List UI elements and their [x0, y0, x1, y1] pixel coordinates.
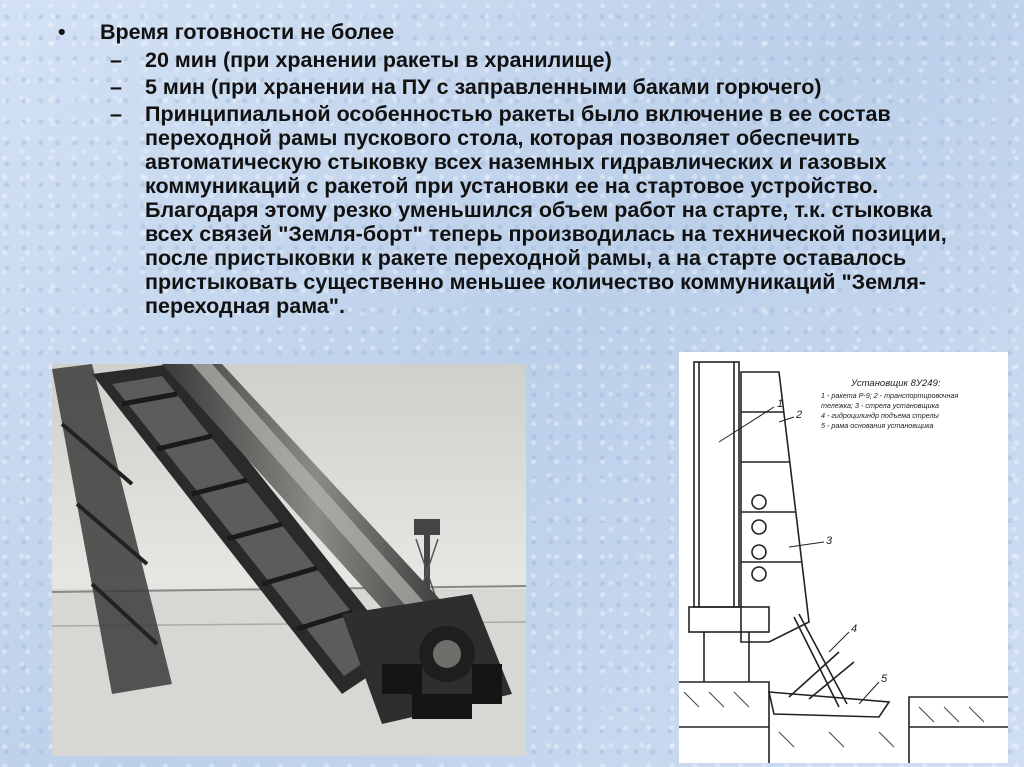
legend-line: 1 - ракета Р-9; 2 - транспортировочная [821, 391, 959, 400]
sub-item-text: 20 мин (при хранении ракеты в хранилище) [145, 48, 612, 72]
sub-item-launcher [52, 75, 972, 99]
dash-marker: – [110, 48, 122, 72]
dash-marker: – [110, 75, 122, 99]
bullet-marker: • [58, 20, 66, 44]
erector-schematic [679, 352, 1008, 763]
callout-1: 1 [777, 398, 784, 410]
legend-line: тележка; 3 - стрела установщика [821, 401, 940, 410]
sub-item-transition-frame [52, 102, 972, 318]
callout-5: 5 [881, 673, 888, 685]
erector-diagram [679, 352, 1008, 763]
legend-line: 5 - рама основания установщика [821, 421, 934, 430]
callout-2: 2 [796, 409, 803, 421]
rocket-photo-illustration [52, 364, 526, 756]
rocket-erector-photo [52, 364, 526, 756]
sub-item-text: Принципиальной особенностью ракеты было включение в ее состав переходной рамы пускового стола, которая позволяет обеспечить автоматическую стыковку всех наземных гидравлических и газовых коммуникаций с ракетой при установки ее на стартовое устройство. Благодаря этому резко уменьшился объем работ на старте, т.к. стыковка всех связей "Земля-борт" теперь производилась на технической позиции, после пристыковки к ракете переходной рамы, а на старте оставалось пристыковать существенно меньшее количество коммуникаций "Земля-переходная рама". [145, 102, 947, 318]
slide-text [52, 20, 972, 321]
callout-3: 3 [826, 535, 833, 547]
legend-line: 4 - гидроцилиндр подъема стрелы [821, 411, 939, 420]
bullet-readiness [52, 20, 972, 44]
sub-item-storage [52, 48, 972, 72]
bullet-text: Время готовности не более [100, 20, 395, 44]
callout-4: 4 [851, 623, 858, 635]
dash-marker: – [110, 102, 122, 126]
legend-title: Установщик 8У249: [851, 378, 941, 389]
sub-item-text: 5 мин (при хранении на ПУ с заправленными баками горючего) [145, 75, 822, 99]
